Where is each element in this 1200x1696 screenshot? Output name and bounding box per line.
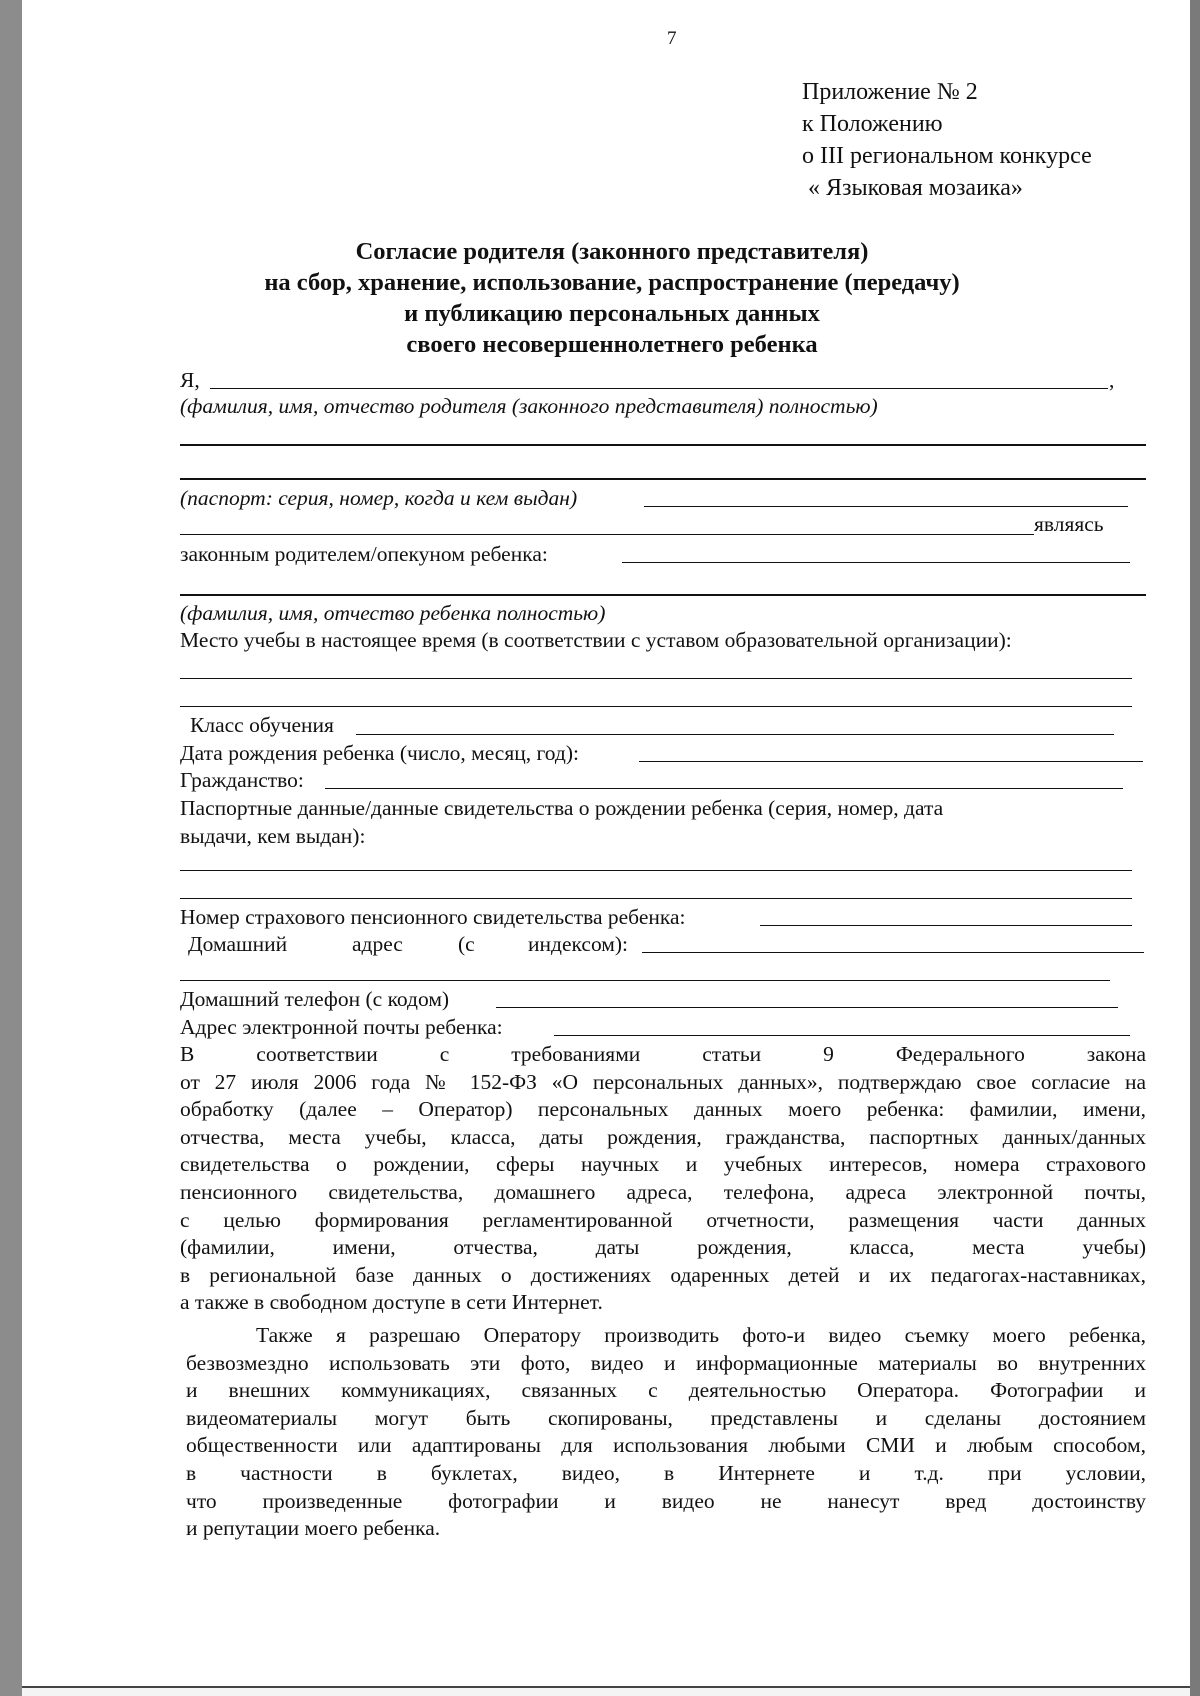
photo-line: видеоматериалы могут быть скопированы, представлены и сделаны достоянием [186,1405,1146,1430]
address-blank-2[interactable] [180,980,1110,981]
address-label-word-4: индексом): [528,932,629,956]
address-blank[interactable] [642,952,1144,953]
address-label-word-1: Домашний [188,932,288,956]
consent-line: обработку (далее – Оператор) персональных данных моего ребенка: фамилии, имени, [180,1097,1146,1122]
photo-line: и внешних коммуникациях, связанных с деятельностью Оператора. Фотографии и [186,1378,1146,1403]
passport-hint: (паспорт: серия, номер, когда и кем выдан) [180,486,578,510]
address-label-word-2: адрес [352,932,403,956]
document-data-label-1: Паспортные данные/данные свидетельства о рождении ребенка (серия, номер, дата [180,796,944,820]
photo-line: и репутации моего ребенка. [186,1516,441,1541]
consent-line: (фамилии, имени, отчества, даты рождения, класса, места учебы) [180,1235,1146,1260]
appendix-line-1: Приложение № 2 [802,79,978,105]
photo-consent-paragraph [186,1322,1146,1543]
child-name-hint: (фамилия, имя, отчество ребенка полностью) [180,601,606,625]
appendix-line-3: о III региональном конкурсе [802,143,1092,169]
document-page [22,0,1190,1688]
document-data-blank-1[interactable] [180,870,1132,871]
ya-label: Я, [180,368,200,392]
consent-line: пенсионного свидетельства, домашнего адреса, телефона, адреса электронной почты, [180,1179,1146,1204]
snils-blank[interactable] [760,925,1132,926]
consent-line: отчества, места учебы, класса, даты рождения, гражданства, паспортных данных/данных [180,1124,1146,1149]
scan-left-edge [0,0,22,1696]
class-label: Класс обучения [190,713,334,737]
consent-line: с целью формирования регламентированной отчетности, размещения части данных [180,1207,1146,1232]
title-line-4: своего несовершеннолетнего ребенка [406,331,818,358]
title-line-2: на сбор, хранение, использование, распространение (передачу) [264,269,960,296]
school-blank-1[interactable] [180,678,1132,679]
guardian-label: законным родителем/опекуном ребенка: [180,542,548,566]
phone-blank[interactable] [496,1007,1118,1008]
title-line-3: и публикацию персональных данных [404,300,820,327]
photo-line: что произведенные фотографии и видео не нанесут вред достоинству [186,1488,1146,1513]
class-blank[interactable] [356,734,1114,735]
snils-label: Номер страхового пенсионного свидетельства ребенка: [180,905,686,929]
photo-line: в частности в буклетах, видео, в Интернете и т.д. при условии, [186,1460,1146,1485]
passport-blank[interactable] [644,506,1128,507]
appendix-header [802,76,1092,204]
child-name-blank[interactable] [622,562,1130,563]
email-blank[interactable] [554,1035,1130,1036]
scan-right-edge [1190,0,1200,1696]
photo-line: безвозмездно использовать эти фото, видео и информационные материалы во внутренних [186,1350,1146,1375]
email-label: Адрес электронной почты ребенка: [180,1015,503,1039]
page-number: 7 [667,28,677,49]
consent-line: а также в свободном доступе в сети Интернет. [180,1290,603,1315]
consent-line: в региональной базе данных о достижениях одаренных детей и их педагогах-наставниках, [180,1262,1146,1287]
consent-line: свидетельства о рождении, сферы научных и учебных интересов, номера страхового [180,1152,1146,1177]
consent-line: от 27 июля 2006 года № 152-ФЗ «О персональных данных», подтверждаю свое согласие на [180,1069,1146,1094]
phone-label: Домашний телефон (с кодом) [180,987,450,1011]
appendix-line-4: « Языковая мозаика» [808,175,1023,201]
child-name-blank-2[interactable] [180,594,1146,596]
title-line-1: Согласие родителя (законного представителя) [355,238,869,265]
address-label-word-3: (с [458,932,475,956]
birth-date-blank[interactable] [639,761,1143,762]
photo-line: Также я разрешаю Оператору производить фото-и видео съемку моего ребенка, [256,1323,1146,1347]
document-title [182,236,1042,360]
citizenship-blank[interactable] [325,788,1123,789]
birth-date-label: Дата рождения ребенка (число, месяц, год): [180,741,579,765]
school-label: Место учебы в настоящее время (в соответствии с уставом образовательной организации): [180,628,1012,652]
parent-extra-blank-1[interactable] [180,444,1146,446]
comma: , [1109,368,1115,392]
photo-line: общественности или адаптированы для использования любыми СМИ и любым способом, [186,1433,1146,1458]
being-label: являясь [1034,512,1104,536]
citizenship-label: Гражданство: [180,768,304,792]
document-data-label-2: выдачи, кем выдан): [180,824,366,848]
document-data-blank-2[interactable] [180,898,1132,899]
passport-blank-2[interactable] [180,534,1034,535]
parent-name-blank[interactable] [210,388,1108,389]
parent-name-hint: (фамилия, имя, отчество родителя (законного представителя) полностью) [180,394,878,418]
school-blank-2[interactable] [180,706,1132,707]
appendix-line-2: к Положению [802,111,943,137]
consent-paragraph [180,1041,1146,1317]
parent-extra-blank-2[interactable] [180,478,1146,480]
consent-line: В соответствии с требованиями статьи 9 Федерального закона [180,1042,1146,1066]
